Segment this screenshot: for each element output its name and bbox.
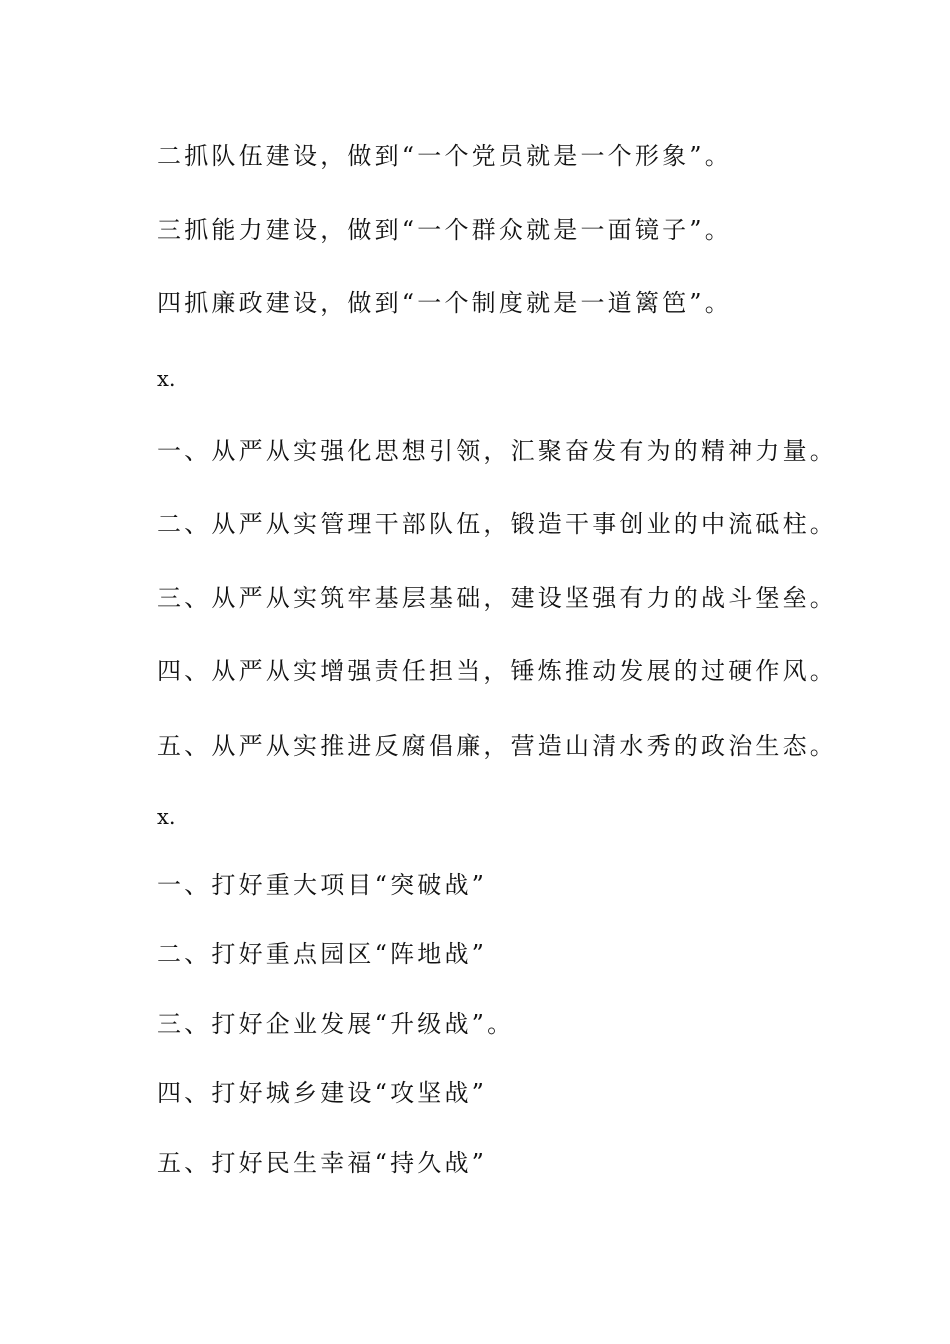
text-line: 三、从严从实筑牢基层基础，建设坚强有力的战斗堡垒。	[157, 584, 837, 612]
text-line: 二抓队伍建设，做到“一个党员就是一个形象”。	[157, 142, 732, 170]
text-line: 五、打好民生幸福“持久战”	[157, 1149, 488, 1177]
section-marker: x.	[157, 367, 176, 391]
text-line: 一、从严从实强化思想引领，汇聚奋发有为的精神力量。	[157, 437, 837, 465]
text-line: 三抓能力建设，做到“一个群众就是一面镜子”。	[157, 216, 732, 244]
text-line: 四抓廉政建设，做到“一个制度就是一道篱笆”。	[157, 289, 732, 317]
text-line: 二、从严从实管理干部队伍，锻造干事创业的中流砥柱。	[157, 510, 837, 538]
section-marker: x.	[157, 805, 176, 829]
text-line: 四、打好城乡建设“攻坚战”	[157, 1079, 488, 1107]
text-line: 四、从严从实增强责任担当，锤炼推动发展的过硬作风。	[157, 657, 837, 685]
text-line: 三、打好企业发展“升级战”。	[157, 1010, 515, 1038]
text-line: 二、打好重点园区“阵地战”	[157, 940, 488, 968]
text-line: 一、打好重大项目“突破战”	[157, 871, 488, 899]
text-line: 五、从严从实推进反腐倡廉，营造山清水秀的政治生态。	[157, 732, 837, 760]
